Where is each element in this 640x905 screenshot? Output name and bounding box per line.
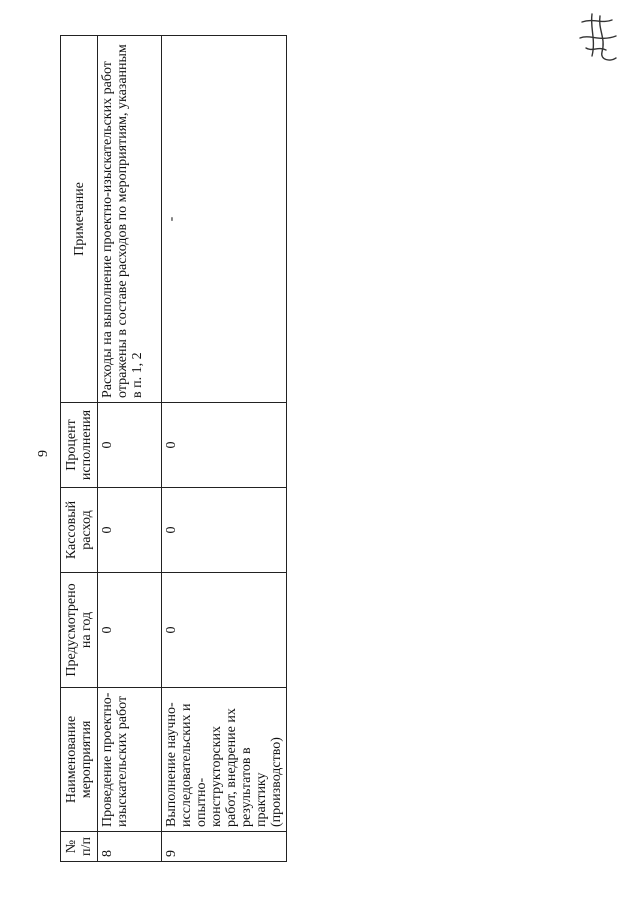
row-num: 9 [162,832,287,862]
header-name: Наименование мероприятия [61,688,98,832]
rotated-page [36,36,284,862]
header-cash: Кассовый расход [61,488,98,573]
row-cash: 0 [98,488,162,573]
table-row [162,36,287,862]
row-name: Выполнение научно-исследовательских и опытно-конструкторских работ, внедрение их результатов в практику (производство) [162,688,287,832]
row-num: 8 [98,832,162,862]
row-note: Расходы на выполнение проектно-изыскательских работ отражены в составе расходов по мероприятиям, указанным в п. 1, 2 [98,36,162,403]
header-percent: Процент исполнения [61,403,98,488]
row-planned: 0 [98,573,162,688]
header-planned: Предусмотрено на год [61,573,98,688]
handwritten-signature [572,8,622,66]
row-percent: 0 [162,403,287,488]
row-planned: 0 [162,573,287,688]
events-table [60,35,287,862]
row-name: Проведение проектно-изыскательских работ [98,688,162,832]
page-number: 9 [36,450,51,457]
header-num: № п/п [61,832,98,862]
table-header-row [61,36,98,862]
row-cash: 0 [162,488,287,573]
header-note: Примечание [61,36,98,403]
row-note: - [162,36,287,403]
table-row [98,36,162,862]
row-percent: 0 [98,403,162,488]
